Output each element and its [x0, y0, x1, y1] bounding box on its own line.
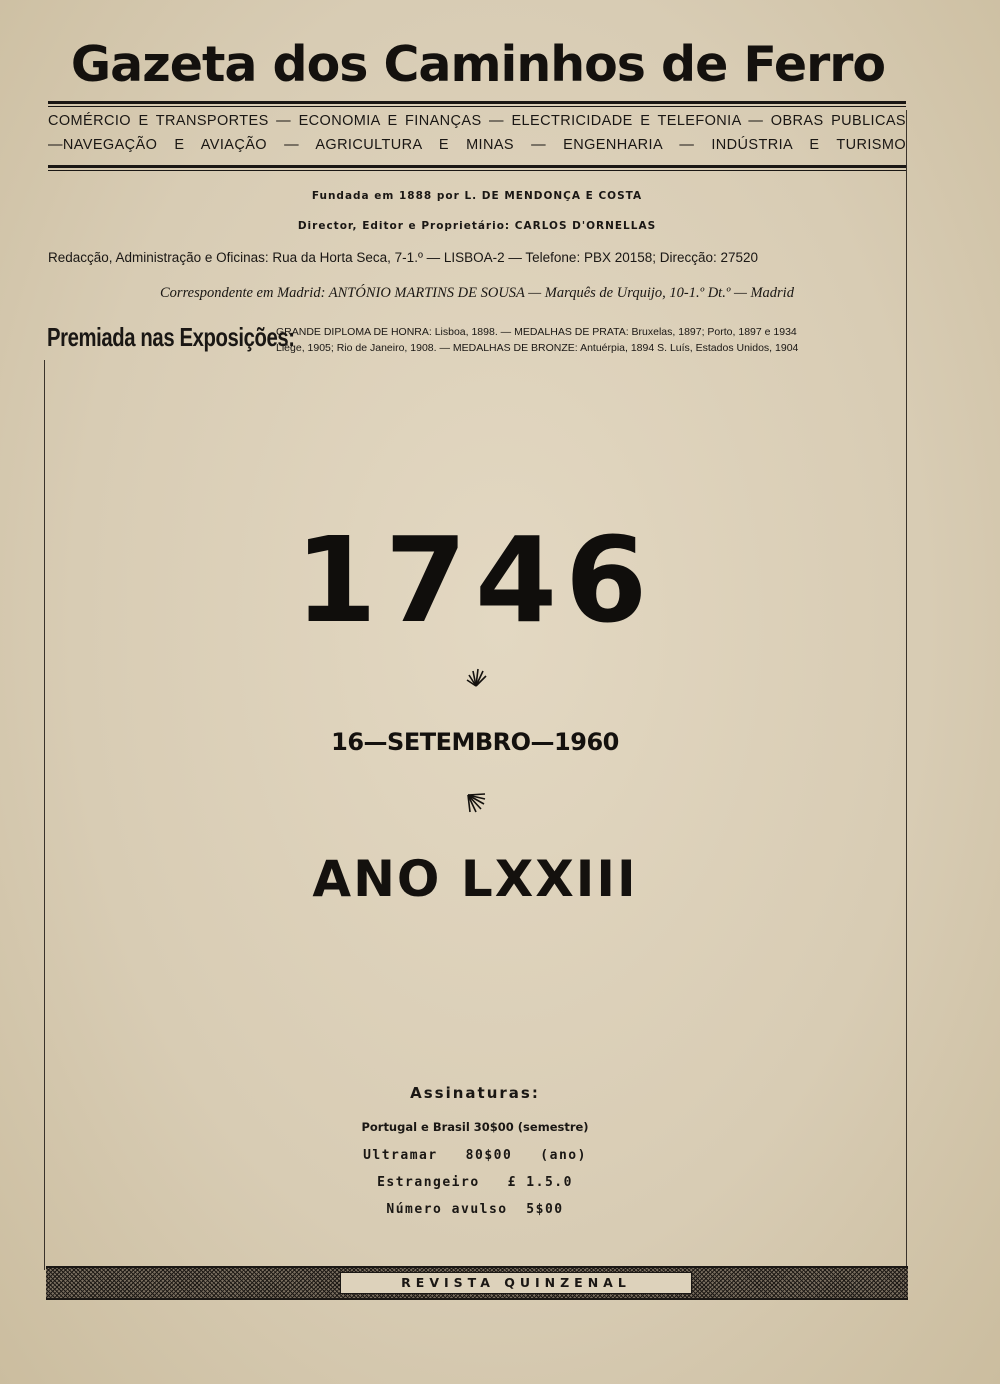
subscription-portugal: Portugal e Brasil 30$00 (semestre) — [361, 1120, 589, 1134]
topics-line-1: COMÉRCIO E TRANSPORTES — ECONOMIA E FINANÇAS — ELECTRICIDADE E TELEFONIA — OBRAS PUBLICAS — [48, 113, 906, 129]
topics-rule — [48, 170, 906, 171]
issue-year: ANO LXXIII — [312, 850, 638, 908]
issue-number: 1746 — [294, 511, 656, 649]
subscriptions-title: Assinaturas: — [410, 1084, 540, 1102]
masthead-rule — [48, 106, 906, 107]
subscription-single-issue: Número avulso 5$00 — [386, 1202, 564, 1217]
awards-line-2: Liège, 1905; Rio de Janeiro, 1908. — MEDALHAS DE BRONZE: Antuérpia, 1894 S. Luís, Estados Unidos, 1904 — [276, 342, 799, 354]
subscription-estrangeiro: Estrangeiro £ 1.5.0 — [377, 1175, 573, 1190]
madrid-correspondent-line: Correspondente em Madrid: ANTÓNIO MARTINS DE SOUSA — Marquês de Urquijo, 10-1.º Dt.º — Madrid — [160, 285, 794, 301]
subscription-ultramar: Ultramar 80$00 (ano) — [363, 1148, 587, 1163]
topics-line-2: —NAVEGAÇÃO E AVIAÇÃO — AGRICULTURA E MINAS — ENGENHARIA — INDÚSTRIA E TURISMO — [48, 137, 906, 153]
topics-rule — [48, 165, 906, 168]
founded-line: Fundada em 1888 por L. DE MENDONÇA E COSTA — [311, 190, 643, 202]
frame-border-left — [44, 360, 45, 1270]
issue-date: 16—SETEMBRO—1960 — [331, 728, 619, 756]
masthead-rule — [48, 101, 906, 104]
fan-ornament-icon — [465, 666, 487, 688]
fan-ornament-icon — [465, 792, 487, 814]
footer-banner — [46, 1266, 908, 1300]
footer-banner-label: REVISTA QUINZENAL — [340, 1272, 692, 1294]
address-line: Redacção, Administração e Oficinas: Rua da Horta Seca, 7-1.º — LISBOA-2 — Telefone: PBX 20158; Direcção: 27520 — [48, 250, 759, 265]
frame-border-right — [906, 110, 907, 1270]
director-line: Director, Editor e Proprietário: CARLOS D'ORNELLAS — [297, 220, 657, 232]
awards-line-1: GRANDE DIPLOMA DE HONRA: Lisboa, 1898. — MEDALHAS DE PRATA: Bruxelas, 1897; Porto, 1897 e 1934 — [276, 326, 797, 338]
masthead-title: Gazeta dos Caminhos de Ferro — [70, 36, 886, 93]
awards-title: Premiada nas Exposições: — [47, 322, 295, 352]
